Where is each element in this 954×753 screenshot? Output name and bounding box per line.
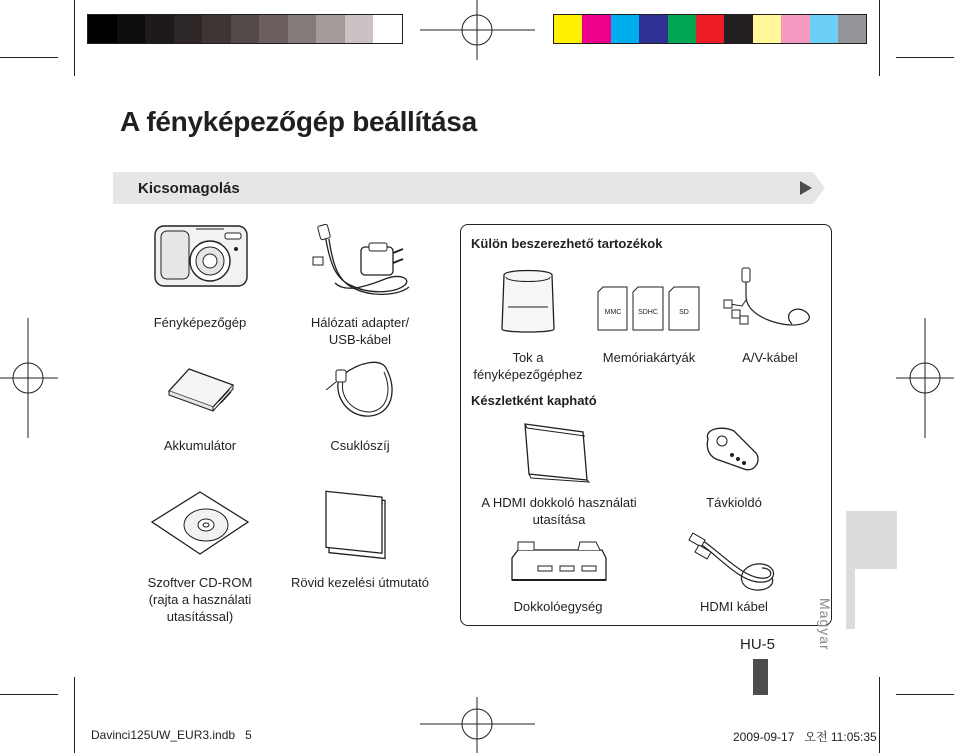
camera-icon — [152, 223, 250, 289]
color-swatch — [231, 15, 260, 43]
optional-label-case: Tok a fényképezőgéphez — [473, 350, 583, 382]
docking-station-icon — [510, 540, 608, 586]
color-swatch — [668, 15, 696, 43]
language-tab — [846, 511, 897, 569]
language-tab-label: Magyar — [817, 598, 833, 651]
hdmi-cable-icon — [688, 536, 780, 594]
optional-heading: Külön beszerezhető tartozékok — [471, 236, 663, 251]
color-swatch — [611, 15, 639, 43]
item-label-adapter: Hálózati adapter/ USB-kábel — [310, 315, 410, 347]
kit-label-hdmi-cable: HDMI kábel — [700, 599, 768, 614]
color-swatch — [117, 15, 146, 43]
wrist-strap-icon — [320, 360, 400, 422]
camera-case-icon — [498, 267, 558, 335]
color-swatch — [259, 15, 288, 43]
av-cable-icon — [722, 266, 818, 336]
color-swatch — [345, 15, 374, 43]
footer-file-info: Davinci125UW_EUR3.indb 5 — [91, 728, 252, 742]
color-swatch — [145, 15, 174, 43]
color-swatch — [724, 15, 752, 43]
item-label-strap: Csuklószíj — [330, 438, 390, 453]
language-tab-strip — [846, 569, 855, 629]
registration-mark-top — [420, 0, 535, 60]
optional-label-memory-cards: Memóriakártyák — [602, 350, 696, 365]
color-swatch — [639, 15, 667, 43]
registration-mark-left — [0, 318, 58, 438]
battery-icon — [163, 363, 237, 411]
kit-label-manual: A HDMI dokkoló használati utasítása — [481, 495, 637, 527]
item-label-camera: Fényképezőgép — [153, 315, 247, 330]
cd-rom-icon — [150, 490, 250, 556]
color-swatch — [753, 15, 781, 43]
kit-heading: Készletként kapható — [471, 393, 597, 408]
kit-label-dock: Dokkolóegység — [513, 599, 603, 614]
color-swatch — [810, 15, 838, 43]
color-swatch — [554, 15, 582, 43]
footer-timestamp: 2009-09-17 오전 11:05:35 — [733, 730, 877, 744]
item-label-battery: Akkumulátor — [163, 438, 237, 453]
memory-card-label: SDHC — [638, 309, 658, 316]
item-label-cd-rom: Szoftver CD-ROM (rajta a használati utasítással) — [147, 575, 253, 624]
color-swatch — [174, 15, 203, 43]
item-label-quick-guide: Rövid kezelési útmutató — [290, 575, 429, 590]
memory-cards-icon — [597, 286, 701, 332]
quick-guide-icon — [323, 488, 391, 556]
kit-label-remote: Távkioldó — [706, 495, 762, 510]
memory-card-label: MMC — [604, 309, 622, 316]
color-swatch — [316, 15, 345, 43]
remote-control-icon — [704, 425, 762, 475]
ac-adapter-usb-cable-icon — [305, 223, 415, 305]
page-title: A fényképezőgép beállítása — [120, 106, 477, 137]
memory-card-label: SD — [679, 309, 689, 316]
play-arrow-icon — [800, 181, 812, 195]
color-swatch — [373, 15, 402, 43]
color-swatch — [202, 15, 231, 43]
color-swatch — [582, 15, 610, 43]
color-swatch — [838, 15, 866, 43]
page-number: HU-5 — [740, 636, 776, 653]
color-swatch — [88, 15, 117, 43]
hdmi-dock-manual-icon — [523, 420, 593, 482]
registration-mark-right — [896, 318, 954, 438]
optional-label-av-cable: A/V-kábel — [742, 350, 798, 365]
page-marker-bar — [753, 659, 768, 695]
color-swatch — [696, 15, 724, 43]
registration-mark-bottom — [420, 697, 535, 753]
color-swatch — [288, 15, 317, 43]
section-title: Kicsomagolás — [138, 180, 240, 197]
color-swatch — [781, 15, 809, 43]
